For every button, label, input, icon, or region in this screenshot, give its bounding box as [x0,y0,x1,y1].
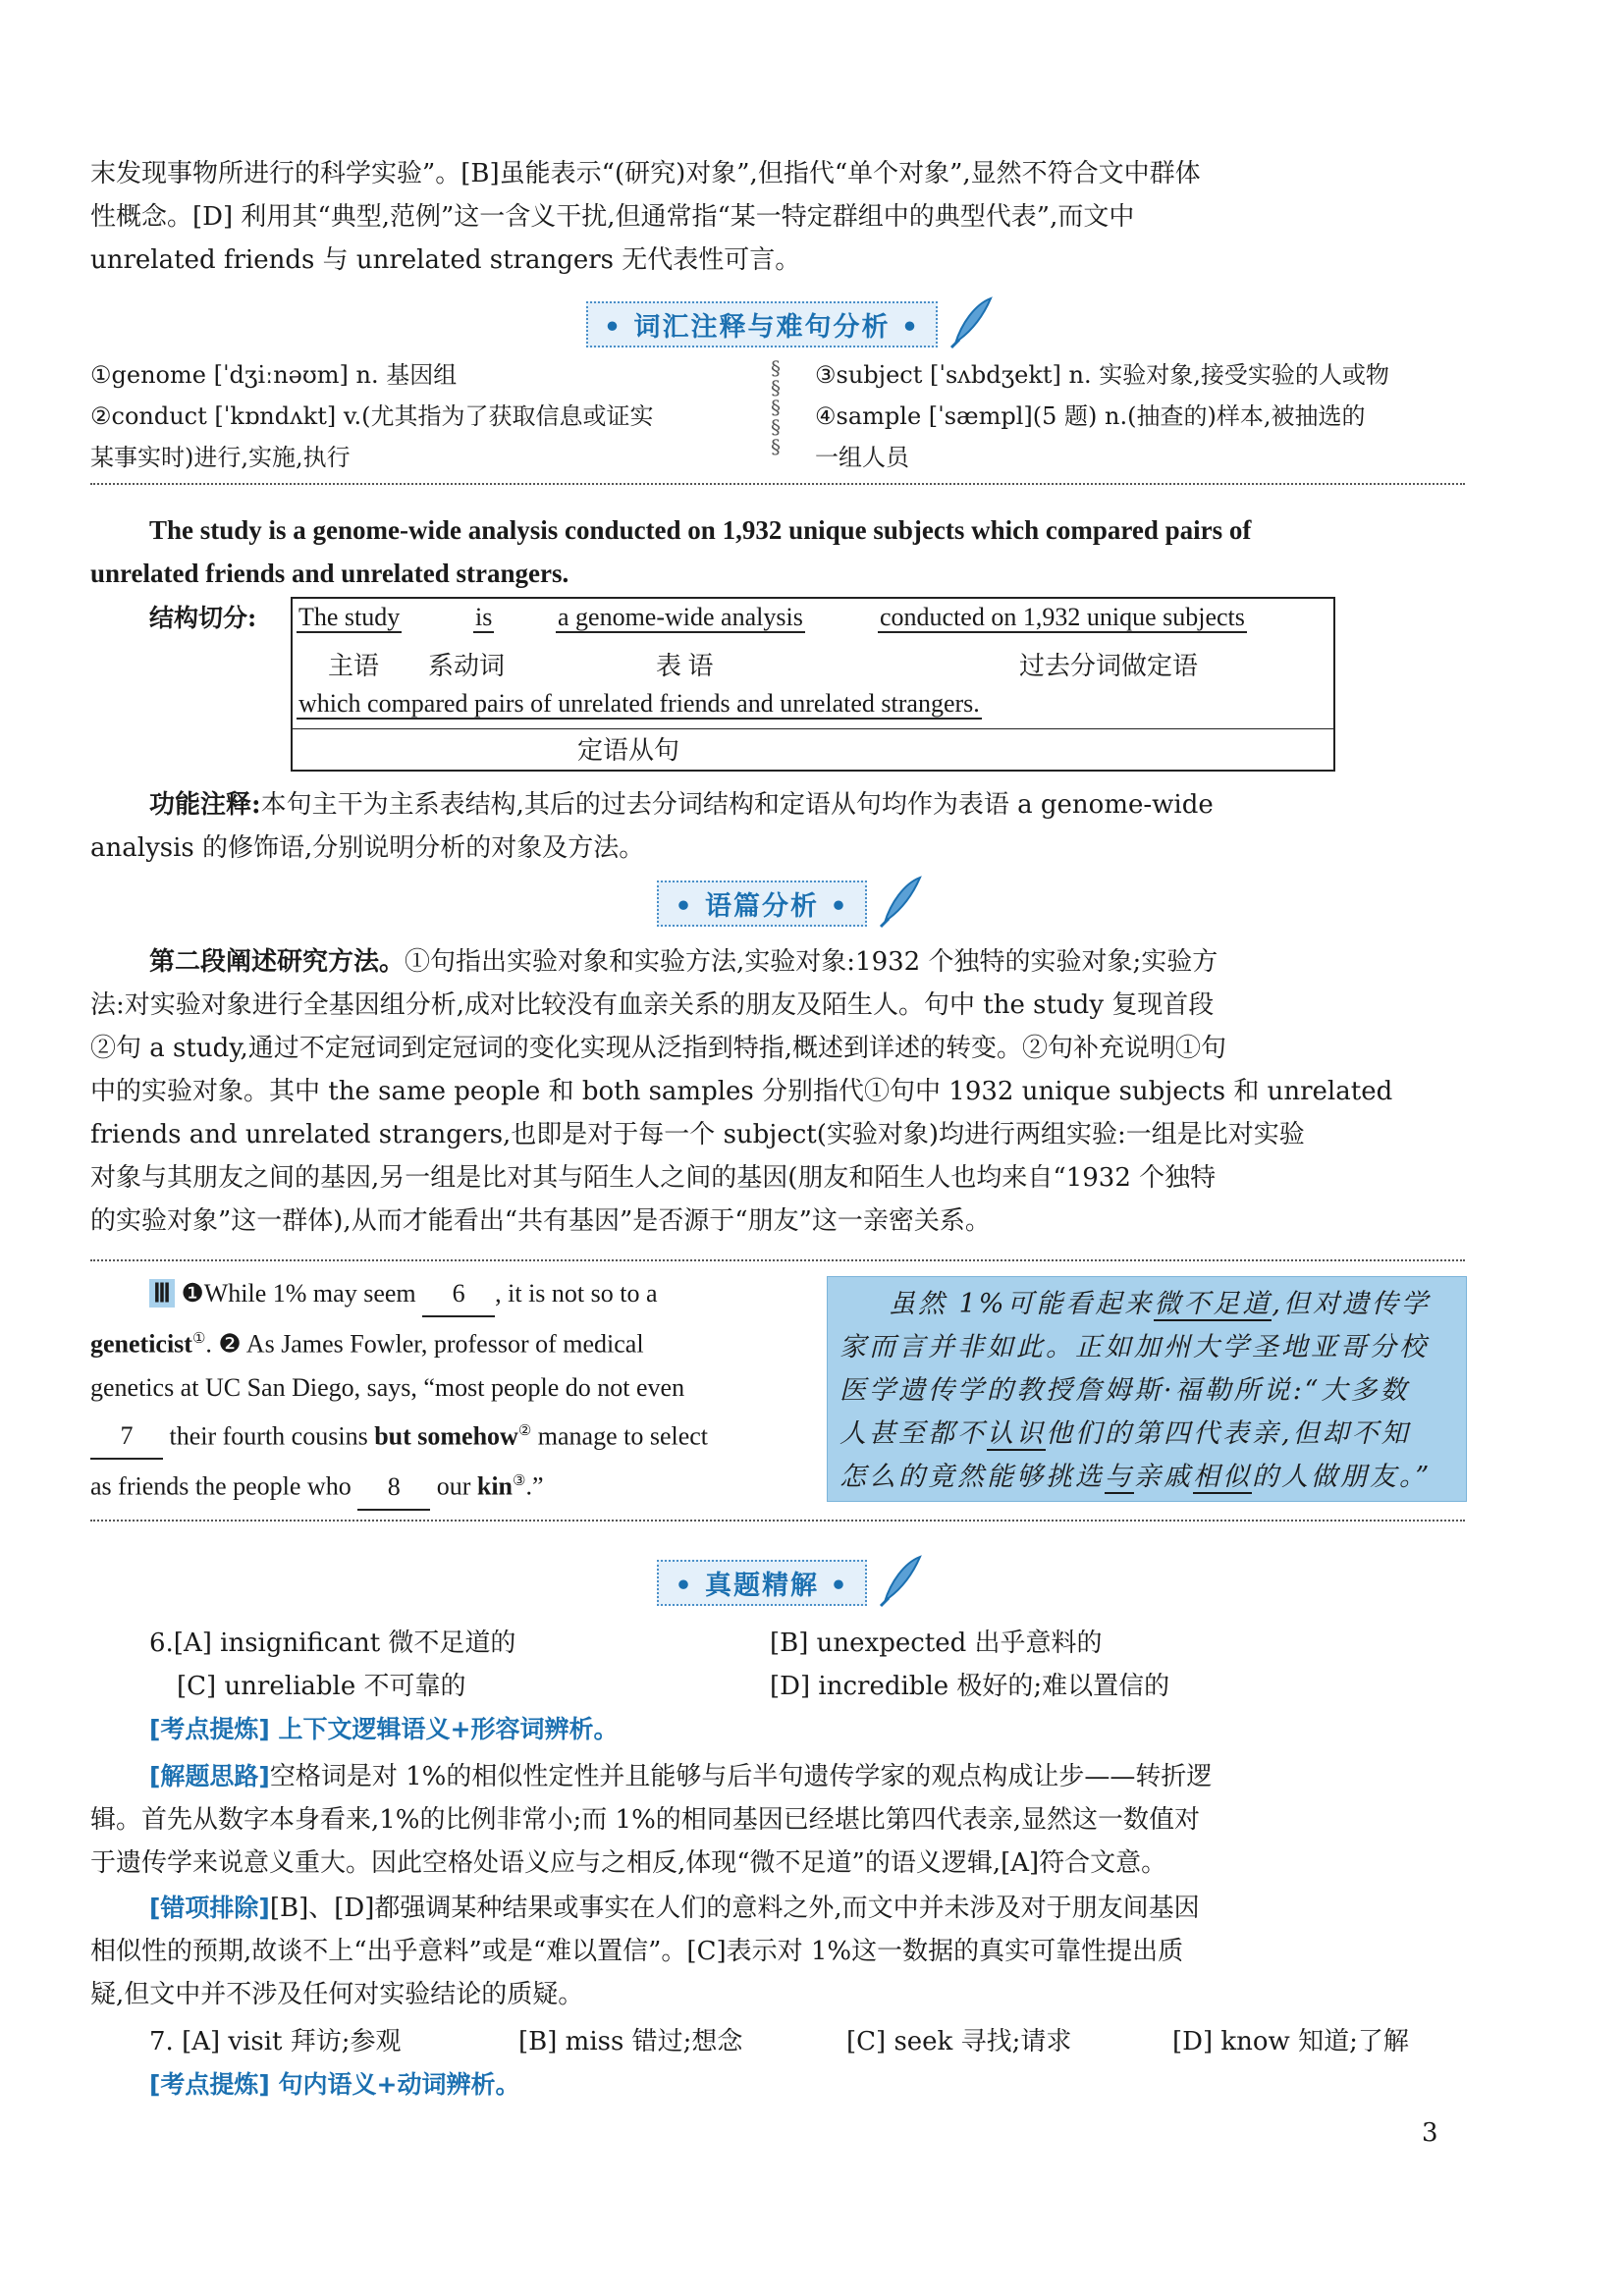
discourse-line-7: 的实验对象”这一群体),从而才能看出“共有基因”是否源于“朋友”这一亲密关系。 [90,1206,991,1236]
discourse-line-2: 法:对实验对象进行全基因组分析,成对比较没有血亲关系的朋友及陌生人。句中 the study 复现首段 [90,990,1215,1020]
q7-point: [考点提炼] 句内语义+动词辨析。 [149,2070,520,2099]
hard-sentence-line-2: unrelated friends and unrelated strangers. [90,559,569,588]
hard-sentence-line-1: The study is a genome-wide analysis conducted on 1,932 unique subjects which compared pairs of [149,515,1252,545]
vocab-item-subject: ③subject [ˈsʌbdʒekt] n. 实验对象,接受实验的人或物 [815,361,1389,389]
vocab-section-title: • 词汇注释与难句分析 • [586,301,938,347]
vocab-item-conduct: ②conduct [ˈkɒndʌkt] v.(尤其指为了获取信息或证实 [90,402,654,430]
blank-8: 8 [357,1466,430,1511]
q6-option-b: [B] unexpected 出乎意料的 [770,1629,1103,1658]
function-note-line-2: analysis 的修饰语,分别说明分析的对象及方法。 [90,833,645,863]
blank-7: 7 [90,1415,163,1460]
wavy-divider: § § § § § [771,356,781,458]
q6-point: [考点提炼] 上下文逻辑语义+形容词辨析。 [149,1715,619,1743]
segment-clause: which compared pairs of unrelated friends and unrelated strangers. [298,689,980,718]
passage-line-3: genetics at UC San Diego, says, “most people do not even [90,1372,685,1402]
q6-option-c: [C] unreliable 不可靠的 [177,1672,466,1701]
segment-verb: is [475,603,493,631]
discourse-line-6: 对象与其朋友之间的基因,另一组是比对其与陌生人之间的基因(朋友和陌生人也均来自“1932 个独特 [90,1163,1217,1193]
q7-option-d: [D] know 知道;了解 [1172,2027,1409,2056]
quill-pen-icon [947,294,995,353]
structure-label: 结构切分: [149,604,257,632]
discourse-line-5: friends and unrelated strangers,也即是对于每一个 subject(实验对象)均进行两组实验:一组是比对实验 [90,1120,1305,1149]
intro-line-2: 性概念。[D] 利用其“典型,范例”这一含义干扰,但通常指“某一特定群组中的典型代表”,而文中 [90,202,1135,232]
exam-section-title: • 真题精解 • [657,1560,866,1606]
quill-pen-icon [877,1553,924,1612]
dotted-divider [90,483,1465,485]
vocab-item-sample: ④sample [ˈsæmpl](5 题) n.(抽查的)样本,被抽选的 [815,402,1366,430]
segment-subject: The study [298,603,401,631]
q6-idea-line-2: 辑。首先从数字本身看来,1%的比例非常小;而 1%的相同基因已经堪比第四代表亲,显然这一数值对 [90,1805,1201,1835]
q6-idea-line-3: 于遗传学来说意义重大。因此空格处语义应与之相反,体现“微不足道”的语义逻辑,[A]符合文意。 [90,1848,1167,1878]
segment-predicative: a genome-wide analysis [558,603,803,631]
page-number: 3 [1422,2118,1438,2148]
function-note-line-1: 功能注释:本句主干为主系表结构,其后的过去分词结构和定语从句均作为表语 a genome-wide [149,790,1214,820]
segment-participle: conducted on 1,932 unique subjects [880,603,1245,631]
structure-box [291,597,1335,772]
q7-option-c: [C] seek 寻找;请求 [846,2027,1072,2056]
vocab-section-header [560,294,1021,353]
q6-option-d: [D] incredible 极好的;难以置信的 [770,1672,1170,1701]
label-clause: 定语从句 [577,736,680,765]
intro-line-3: unrelated friends 与 unrelated strangers 无代表性可言。 [90,245,801,275]
q6-idea-line-1: [解题思路]空格词是对 1%的相似性定性并且能够与后半句遗传学家的观点构成让步——转折逻 [149,1762,1213,1791]
q7-option-b: [B] miss 错过;想念 [518,2027,743,2056]
discourse-line-4: 中的实验对象。其中 the same people 和 both samples 分别指代①句中 1932 unique subjects 和 unrelated [90,1077,1393,1106]
discourse-line-1: 第二段阐述研究方法。①句指出实验对象和实验方法,实验对象:1932 个独特的实验对象;实验方 [149,947,1218,977]
discourse-section-header [609,874,972,933]
q6-elim-line-1: [错项排除][B]、[D]都强调某种结果或事实在人们的意料之外,而文中并未涉及对于朋友间基因 [149,1894,1200,1923]
label-predicative: 表 语 [656,652,714,680]
passage-block: Ⅲ ❶While 1% may seem 6 , it is not so to a geneticist①. ❷ As James Fowler, professor of medical genetics at UC San Diego, says, “most people do not even 7 their fourth cousins but somehow② manage to select as friends the people who 8 our kin③.” [90,1272,797,1511]
translation-panel: 虽然 1%可能看起来微不足道,但对遗传学 家而言并非如此。正如加州大学圣地亚哥分校 医学遗传学的教授詹姆斯·福勒所说:“大多数 人甚至都不认识他们的第四代表亲,但却不知 怎么的竟然能够挑选与亲戚相似的人做朋友。” [827,1276,1467,1502]
intro-line-1: 末发现事物所进行的科学实验”。[B]虽能表示“(研究)对象”,但指代“单个对象”,显然不符合文中群体 [90,159,1201,188]
q7-option-a: 7. [A] visit 拜访;参观 [149,2027,402,2056]
quill-pen-icon [877,874,924,933]
structure-row-divider [293,728,1333,729]
vocab-item-genome: ①genome [ˈdʒiːnəʊm] n. 基因组 [90,361,458,389]
blank-6: 6 [422,1272,495,1317]
vocab-item-sample-cont: 一组人员 [815,444,909,471]
discourse-line-3: ②句 a study,通过不定冠词到定冠词的变化实现从泛指到特指,概述到详述的转变。②句补充说明①句 [90,1034,1226,1063]
label-participle: 过去分词做定语 [1019,652,1199,680]
dotted-divider [90,1520,1465,1522]
roman-numeral-badge: Ⅲ [149,1279,175,1308]
q6-elim-line-2: 相似性的预期,故谈不上“出乎意料”或是“难以置信”。[C]表示对 1%这一数据的真实可靠性提出质 [90,1937,1184,1966]
discourse-section-title: • 语篇分析 • [657,881,866,927]
exam-section-header [609,1553,972,1612]
label-verb: 系动词 [428,652,506,680]
vocab-item-conduct-cont: 某事实时)进行,实施,执行 [90,444,351,471]
q6-option-a: 6.[A] insignificant 微不足道的 [149,1629,516,1658]
dotted-divider [90,1259,1465,1261]
label-subject: 主语 [328,652,380,680]
q6-elim-line-3: 疑,但文中并不涉及任何对实验结论的质疑。 [90,1980,584,2009]
